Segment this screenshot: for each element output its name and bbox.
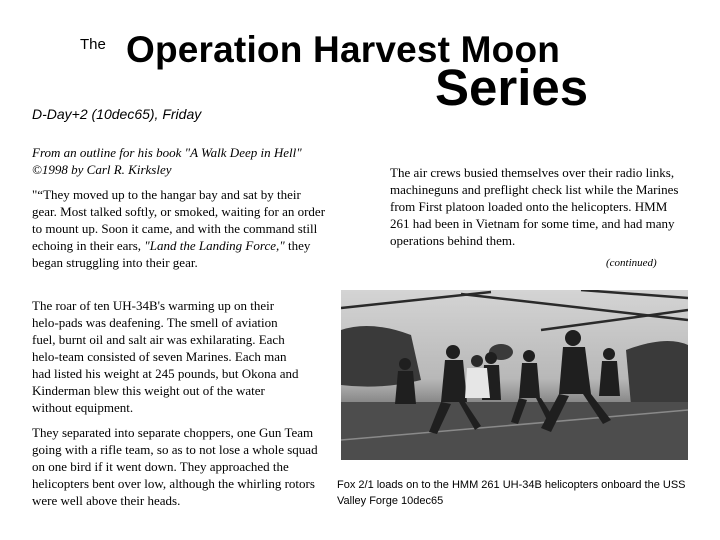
dday-subtitle: D-Day+2 (10dec65), Friday — [32, 106, 202, 122]
photo-caption: Fox 2/1 loads on to the HMM 261 UH-34B helicopters onboard the USS Valley Forge 10dec65 — [337, 479, 686, 507]
continued-note: (continued) — [606, 257, 657, 269]
rotor-blades — [341, 290, 688, 330]
rotor-paragraph: The roar of ten UH-34B's warming up on their helo-pads was deafening. The smell of aviation fuel, burnt oil and salt air was exhilarating. Each helo-team consisted of seven Marines. Each man had listed his weight at 245 pounds, but Okona and Kinderman blew this weight out of the water without equipment. — [32, 298, 299, 415]
quote-text-end: they began struggling into their gear. — [32, 238, 311, 270]
outline-credit: From an outline for his book "A Walk Deep in Hell" ©1998 by Carl R. Kirksley — [32, 145, 302, 177]
page-title: Operation Harvest Moon — [126, 29, 561, 70]
aircrew-paragraph: The air crews busied themselves over their radio links, machineguns and preflight check list while the Marines from First platoon loaded onto the helicopters. HMM 261 had been in Vietnam for some time, and had many operations behind them. — [390, 165, 679, 248]
series-word: Series — [435, 59, 589, 116]
photo-illustration — [341, 290, 688, 460]
quote-command: "Land the Landing Force," — [144, 238, 285, 253]
the-word: The — [80, 36, 106, 53]
quote-text-start: "“They moved up to the hangar bay and sat by their gear. Most talked softly, or smoked, waiting for an order to mount up. Soon it came, and with the command still echoing in their ears, — [32, 187, 326, 253]
chopper-paragraph: They separated into separate choppers, one Gun Team going with a rifle team, so as to not lose a whole squad on one bird if it went down. They approached the helicopters bent over low, although the whirling rotors were well above their heads. — [32, 425, 318, 508]
quote-paragraph — [32, 186, 328, 271]
flight-deck — [341, 402, 688, 460]
helicopter-deck-photo — [341, 290, 688, 460]
